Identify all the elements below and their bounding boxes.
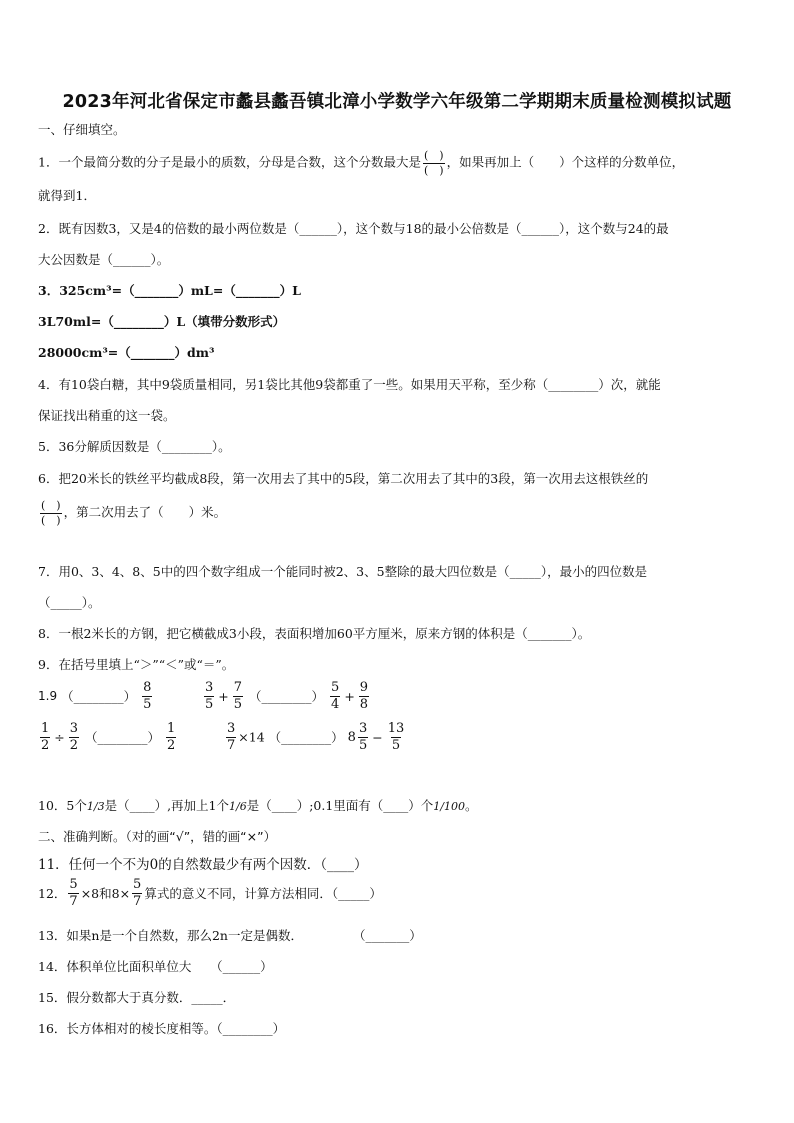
- q9-item-2-blank: （________）: [249, 689, 325, 705]
- fraction-denominator: 5: [205, 696, 214, 712]
- fraction-denominator: ( ): [423, 163, 444, 177]
- fraction-denominator: 2: [41, 737, 50, 753]
- section-heading-fill-in: 一、仔细填空。: [38, 122, 126, 137]
- fraction-denominator: 8: [359, 696, 369, 712]
- question-7-line-2: （_____）。: [38, 595, 101, 610]
- fraction-denominator: 5: [143, 696, 152, 712]
- q9-item-2: [202, 681, 371, 711]
- fraction-denominator: 4: [331, 696, 340, 712]
- fraction-numerator: 5: [133, 877, 142, 892]
- q9-item-2-fraction-b: [233, 681, 243, 711]
- fraction-denominator: ( ): [41, 513, 61, 527]
- fraction-numerator: 3: [69, 721, 79, 736]
- question-12-text-a: 12．: [38, 886, 67, 902]
- fraction-numerator: 1: [167, 721, 176, 736]
- question-3-line-1: 3．325cm³=（_______）mL=（_______）L: [38, 283, 301, 298]
- q9-item-1-fraction: [142, 681, 152, 711]
- question-5: 5．36分解质因数是（________）。: [38, 439, 231, 454]
- question-16: 16．长方体相对的棱长度相等。（________）: [38, 1021, 286, 1036]
- fraction-numerator: 13: [387, 721, 405, 736]
- q9-item-4-mixed-number: [348, 722, 371, 752]
- question-4-line-1: 4．有10袋白糖，其中9袋质量相同，另1袋比其他9袋都重了一些。如果用天平称，至少称（________）次，就能: [38, 377, 661, 392]
- question-7-line-1: 7．用0、3、4、8、5中的四个数字组成一个能同时被2、3、5整除的最大四位数是（_____），最小的四位数是: [38, 564, 648, 579]
- question-2-line-2: 大公因数是（______）。: [38, 252, 170, 267]
- question-3-line-3: 28000cm³=（_______）dm³: [38, 345, 215, 360]
- question-4-line-2: 保证找出稍重的这一袋。: [38, 408, 176, 423]
- q9-item-4-blank: （________）: [268, 730, 344, 746]
- q9-item-2-fraction-a: [204, 681, 214, 711]
- question-10-text-b: 是（____）,再加上1个: [104, 798, 229, 813]
- fraction-denominator: 7: [133, 893, 142, 909]
- question-12-text-c: 算式的意义不同，计算方法相同．（_____）: [144, 886, 382, 902]
- question-13: 13．如果n是一个自然数，那么2n一定是偶数． （_______）: [38, 928, 422, 943]
- question-10-fraction-1: 1/3: [86, 800, 105, 813]
- question-12-text-b: ×8和8×: [80, 886, 131, 902]
- q9-item-4-fraction-b: [387, 722, 406, 752]
- question-3-line-2: 3L70ml=（________）L（填带分数形式）: [38, 314, 286, 329]
- fraction-numerator: 3: [358, 721, 368, 736]
- question-2-line-1: 2．既有因数3，又是4的倍数的最小两位数是（______），这个数与18的最小公倍数是（______），这个数与24的最: [38, 221, 669, 236]
- q9-item-3-blank: （________）: [85, 730, 161, 746]
- fraction-denominator: 7: [227, 737, 236, 753]
- question-10-text-d: 。: [465, 798, 478, 813]
- question-12-fraction-2: [132, 878, 142, 908]
- q9-item-3: [38, 722, 178, 752]
- q9-item-4-minus: −: [372, 729, 383, 745]
- question-12: [38, 878, 382, 908]
- q9-item-4-fraction: [226, 722, 236, 752]
- fraction-denominator: 5: [391, 737, 401, 753]
- q9-item-1: [38, 681, 154, 711]
- q9-item-2-fraction-d: [359, 681, 369, 711]
- fraction-denominator: 7: [69, 893, 78, 909]
- fraction-numerator: 9: [359, 680, 369, 695]
- mixed-whole: 8: [347, 729, 356, 745]
- q9-item-1-blank: （________）: [61, 689, 137, 705]
- question-6-fraction-blank: [40, 500, 62, 526]
- fraction-denominator: 2: [69, 737, 79, 753]
- question-10-text-a: 10．5个: [38, 798, 87, 813]
- question-10-text-c: 是（____）;0.1里面有（____）个: [246, 798, 434, 813]
- fraction-numerator: ( ): [41, 499, 61, 512]
- question-8: 8．一根2米长的方钢，把它横截成3小段，表面积增加60平方厘米，原来方钢的体积是（_______）。: [38, 626, 591, 641]
- fraction-denominator: 5: [358, 737, 368, 753]
- fraction-numerator: ( ): [423, 149, 444, 162]
- q9-item-3-fraction-b: [69, 722, 79, 752]
- fraction-numerator: 5: [331, 680, 340, 695]
- q9-item-3-fraction-c: [166, 722, 176, 752]
- fraction-numerator: 8: [143, 680, 152, 695]
- q9-item-4: [224, 722, 407, 752]
- fraction-numerator: 1: [41, 721, 50, 736]
- question-10-fraction-2: 1/6: [229, 800, 247, 813]
- question-10: [38, 796, 478, 814]
- q9-item-2-fraction-c: [330, 681, 340, 711]
- q9-item-3-operator: ÷: [54, 729, 65, 745]
- question-1-text-b: ，如果再加上（ ）个这样的分数单位，: [446, 154, 685, 170]
- fraction-numerator: 7: [233, 680, 243, 695]
- question-6-line-2: [38, 500, 226, 526]
- fraction-numerator: 3: [205, 680, 214, 695]
- page-title: 2023年河北省保定市蠡县蠡吾镇北漳小学数学六年级第二学期期末质量检测模拟试题: [62, 92, 732, 112]
- question-12-fraction-1: [68, 878, 78, 908]
- q9-item-3-fraction-a: [40, 722, 50, 752]
- q9-item-2-operator: +: [218, 688, 229, 704]
- question-10-fraction-3: 1/100: [433, 800, 465, 813]
- question-1-line-2: 就得到1．: [38, 188, 96, 203]
- question-6-line-1: 6．把20米长的铁丝平均截成8段，第一次用去了其中的5段，第二次用去了其中的3段，第一次用去这根铁丝的: [38, 471, 649, 486]
- question-1-line-1: [38, 150, 684, 176]
- question-1-fraction-blank: [423, 150, 445, 176]
- fraction-numerator: 5: [69, 877, 78, 892]
- question-1-text-a: 1．一个最简分数的分子是最小的质数，分母是合数，这个分数最大是: [38, 154, 421, 170]
- q9-item-1-decimal: 1.9: [38, 689, 58, 704]
- section-heading-true-false: 二、准确判断。（对的画“√”，错的画“×”）: [38, 829, 277, 844]
- fraction-denominator: 5: [233, 696, 243, 712]
- question-6-text-b: ，第二次用去了（ ）米。: [63, 504, 227, 520]
- q9-item-4-operator: ×14: [238, 729, 265, 745]
- mixed-fraction: [358, 722, 368, 752]
- question-11: 11．任何一个不为0的自然数最少有两个因数．（____）: [38, 857, 368, 873]
- question-14: 14．体积单位比面积单位大 （______）: [38, 959, 273, 974]
- fraction-numerator: 3: [227, 721, 236, 736]
- question-15: 15．假分数都大于真分数．_____．: [38, 990, 236, 1005]
- question-9-intro: 9．在括号里填上“＞”“＜”或“＝”。: [38, 657, 235, 672]
- q9-item-2-operator-c: +: [344, 688, 355, 704]
- fraction-denominator: 2: [167, 737, 176, 753]
